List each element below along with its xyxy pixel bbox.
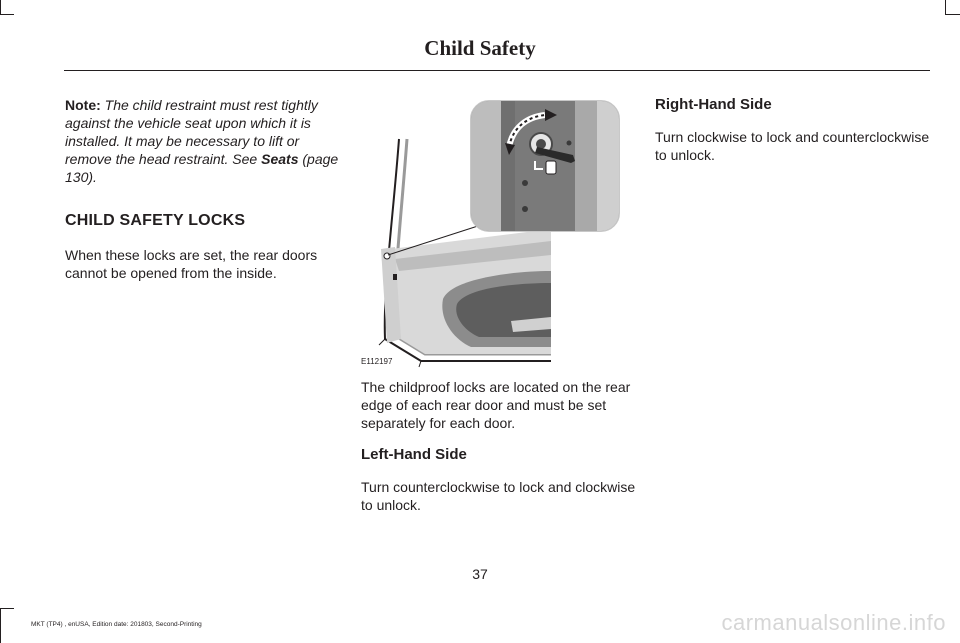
location-text: The childproof locks are located on the rear edge of each rear door and must be set separately for each door. (361, 379, 631, 431)
page-header-title: Child Safety (424, 36, 536, 60)
page-number: 37 (472, 566, 488, 582)
edition-footer: MKT (TP4) , enUSA, Edition date: 201803, Second-Printing (31, 621, 202, 628)
child-lock-door-illustration (361, 99, 623, 369)
right-hand-text: Turn clockwise to lock and counterclockwise to unlock. (655, 129, 930, 163)
crop-mark-bottom-left-vertical (0, 608, 1, 643)
note-text: The child restraint must rest tightly against the vehicle seat upon which it is installed. It may be necessary to lift or remove the head restraint. See (65, 97, 318, 167)
section-heading: CHILD SAFETY LOCKS (65, 212, 246, 229)
figure-id: E112197 (361, 357, 393, 366)
left-hand-text: Turn counterclockwise to lock and clockwise to unlock. (361, 479, 636, 513)
right-hand-heading: Right-Hand Side (655, 96, 772, 113)
column-right (655, 96, 930, 178)
note-paragraph (65, 96, 340, 186)
column-middle (361, 378, 636, 528)
note-label: Note: (65, 97, 101, 113)
crop-mark-top-left-horizontal (0, 14, 14, 15)
seats-link[interactable]: Seats (261, 151, 299, 167)
crop-mark-bottom-left-horizontal (0, 608, 14, 609)
crop-mark-top-right-horizontal (945, 14, 960, 15)
crop-mark-top-right-vertical (945, 0, 946, 14)
left-hand-heading: Left-Hand Side (361, 446, 467, 463)
note-page-ref: (page 130). (65, 151, 339, 185)
watermark: carmanualsonline.info (721, 610, 946, 635)
header-rule (64, 70, 930, 71)
column-left (65, 96, 340, 296)
section-intro: When these locks are set, the rear doors cannot be opened from the inside. (65, 247, 318, 281)
crop-mark-top-left-vertical (0, 0, 1, 14)
